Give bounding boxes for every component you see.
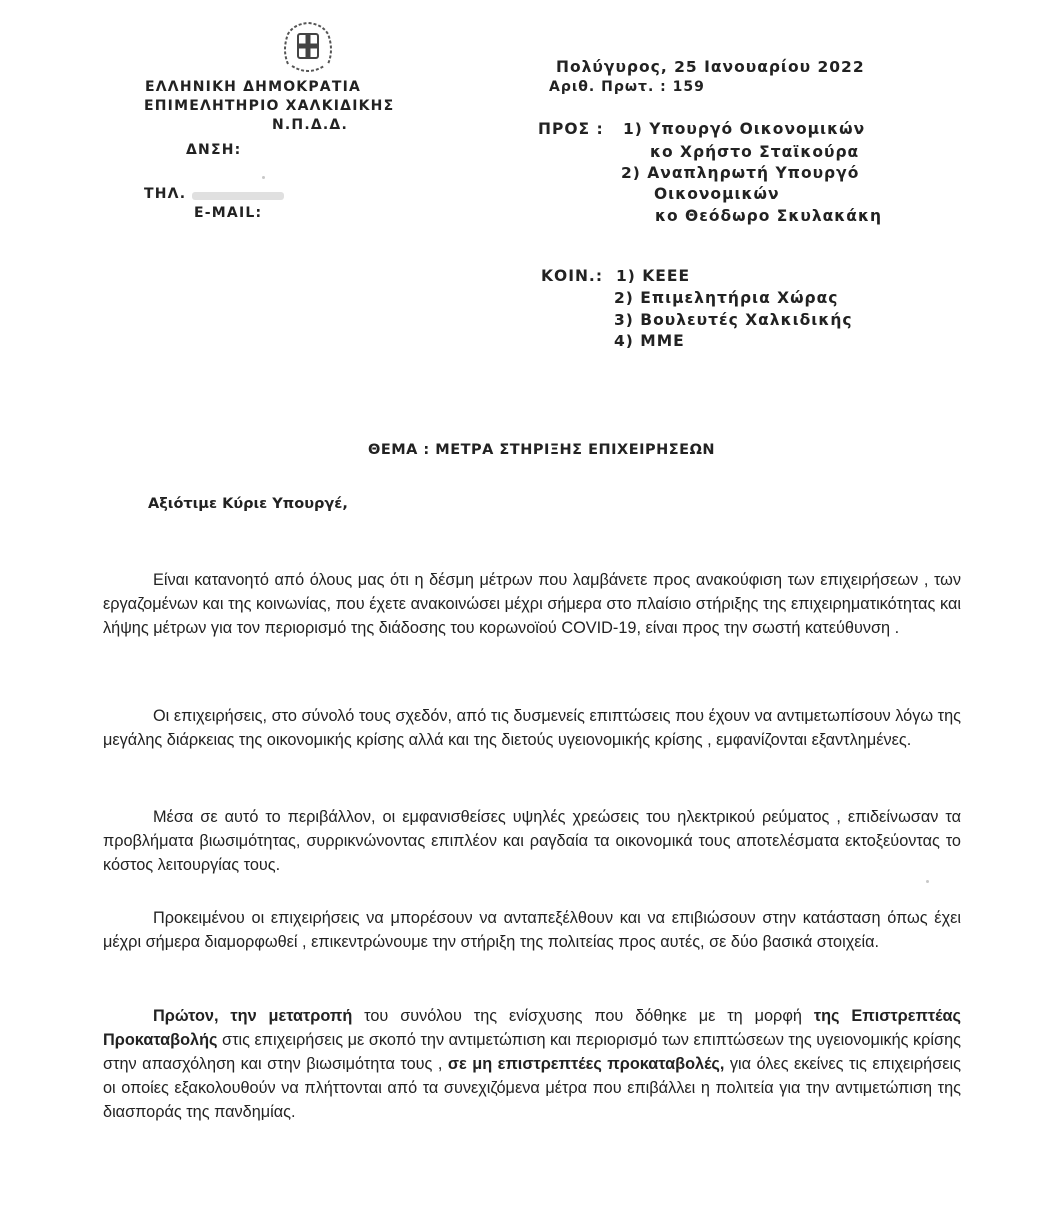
salutation: Αξιότιμε Κύριε Υπουργέ, xyxy=(148,496,348,512)
org-name: ΕΠΙΜΕΛΗΤΗΡΙΟ ΧΑΛΚΙΔΙΚΗΣ xyxy=(144,98,395,114)
paragraph-5-text-3: για όλες εκείνες τις επιχειρήσεις οι οποίες εξακολουθούν να πλήττονται από τα συνεχιζόμενα μέτρα που επιβάλλει η πολιτεία για την αντιμετώπιση της διασποράς της πανδημίας. xyxy=(103,1055,961,1121)
body-paragraph-1 xyxy=(103,568,961,640)
recipient-2-name: κο Θεόδωρο Σκυλακάκη xyxy=(655,207,883,225)
paragraph-2-text: Οι επιχειρήσεις, στο σύνολό τους σχεδόν, από τις δυσμενείς επιπτώσεις που έχουν να αντιμετωπίσουν λόγω της μεγάλης διάρκειας της οικονομικής κρίσης αλλά και της διετούς υγειονομικής κρίσης , εμφανίζονται εξαντλημένες. xyxy=(103,707,961,749)
phone-label: ΤΗΛ. xyxy=(144,186,187,202)
recipient-1-title: 1) Υπουργό Οικονομικών xyxy=(623,120,866,138)
cc-item-1: 1) ΚΕΕΕ xyxy=(616,267,691,285)
recipient-2-ministry: Οικονομικών xyxy=(654,185,780,203)
protocol-number: Αριθ. Πρωτ. : 159 xyxy=(549,79,705,95)
paragraph-5-bold-3: σε μη επιστρεπτέες προκαταβολές, xyxy=(447,1055,725,1073)
letter-subject: ΘΕΜΑ : ΜΕΤΡΑ ΣΤΗΡΙΞΗΣ ΕΠΙΧΕΙΡΗΣΕΩΝ xyxy=(368,442,716,458)
paragraph-5-bold-2: της Επιστρεπτέας Προκαταβολής xyxy=(103,1007,961,1049)
cc-label: ΚΟΙΝ.: xyxy=(541,267,604,285)
recipient-2-title: 2) Αναπληρωτή Υπουργό xyxy=(621,164,860,182)
org-legal-form: Ν.Π.Δ.Δ. xyxy=(272,117,348,133)
email-label: E-MAIL: xyxy=(194,205,263,221)
cc-item-4: 4) ΜΜΕ xyxy=(614,332,685,350)
body-paragraph-2 xyxy=(103,704,961,752)
paragraph-5-text-2: στις επιχειρήσεις με σκοπό την αντιμετώπιση και περιορισμό των επιπτώσεων της υγειονομικής κρίσης στην απασχόληση και στην βιωσιμότητα τους , xyxy=(103,1031,961,1073)
coat-of-arms-seal xyxy=(278,20,338,78)
place-date: Πολύγυρος, 25 Ιανουαρίου 2022 xyxy=(556,58,865,76)
paragraph-5-bold-1: Πρώτον, την μετατροπή xyxy=(153,1007,353,1025)
redacted-phone xyxy=(192,192,284,200)
paragraph-3-text: Μέσα σε αυτό το περιβάλλον, οι εμφανισθείσες υψηλές χρεώσεις του ηλεκτρικού ρεύματος , επιδείνωσαν τα προβλήματα βιωσιμότητας, συρρικνώνοντας επιπλέον και ραγδαία τα οικονομικά τους αποτελέσματα εκτοξεύοντας το κόστος λειτουργίας τους. xyxy=(103,808,961,874)
paragraph-4-text: Προκειμένου οι επιχειρήσεις να μπορέσουν να ανταπεξέλθουν και να επιβιώσουν στην κατάσταση όπως έχει μέχρι σήμερα διαμορφωθεί , επικεντρώνουμε την στήριξη της πολιτείας προς αυτές, σε δύο βασικά στοιχεία. xyxy=(103,909,961,951)
recipient-1-name: κο Χρήστο Σταϊκούρα xyxy=(650,143,860,161)
redaction-mark xyxy=(262,176,265,179)
body-paragraph-5 xyxy=(103,1004,961,1124)
body-paragraph-3 xyxy=(103,805,961,877)
scan-speck xyxy=(926,880,929,883)
cc-item-3: 3) Βουλευτές Χαλκιδικής xyxy=(614,311,853,329)
cc-item-2: 2) Επιμελητήρια Χώρας xyxy=(614,289,839,307)
org-country: ΕΛΛΗΝΙΚΗ ΔΗΜΟΚΡΑΤΙΑ xyxy=(145,79,362,95)
body-paragraph-4 xyxy=(103,906,961,954)
to-label: ΠΡΟΣ : xyxy=(538,120,604,138)
paragraph-1-text: Είναι κατανοητό από όλους μας ότι η δέσμη μέτρων που λαμβάνετε προς ανακούφιση των επιχειρήσεων , των εργαζομένων και της κοινωνίας, που έχετε ανακοινώσει μέχρι σήμερα στο πλαίσιο στήριξης της επιχειρηματικότητας και λήψης μέτρων για τον περιορισμό της διάδοσης του κορωνοϊού COVID-19, είναι προς την σωστή κατεύθυνση . xyxy=(103,571,961,637)
address-label: ΔΝΣΗ: xyxy=(186,142,242,158)
paragraph-5-text-1: του συνόλου της ενίσχυσης που δόθηκε με τη μορφή xyxy=(352,1007,814,1025)
